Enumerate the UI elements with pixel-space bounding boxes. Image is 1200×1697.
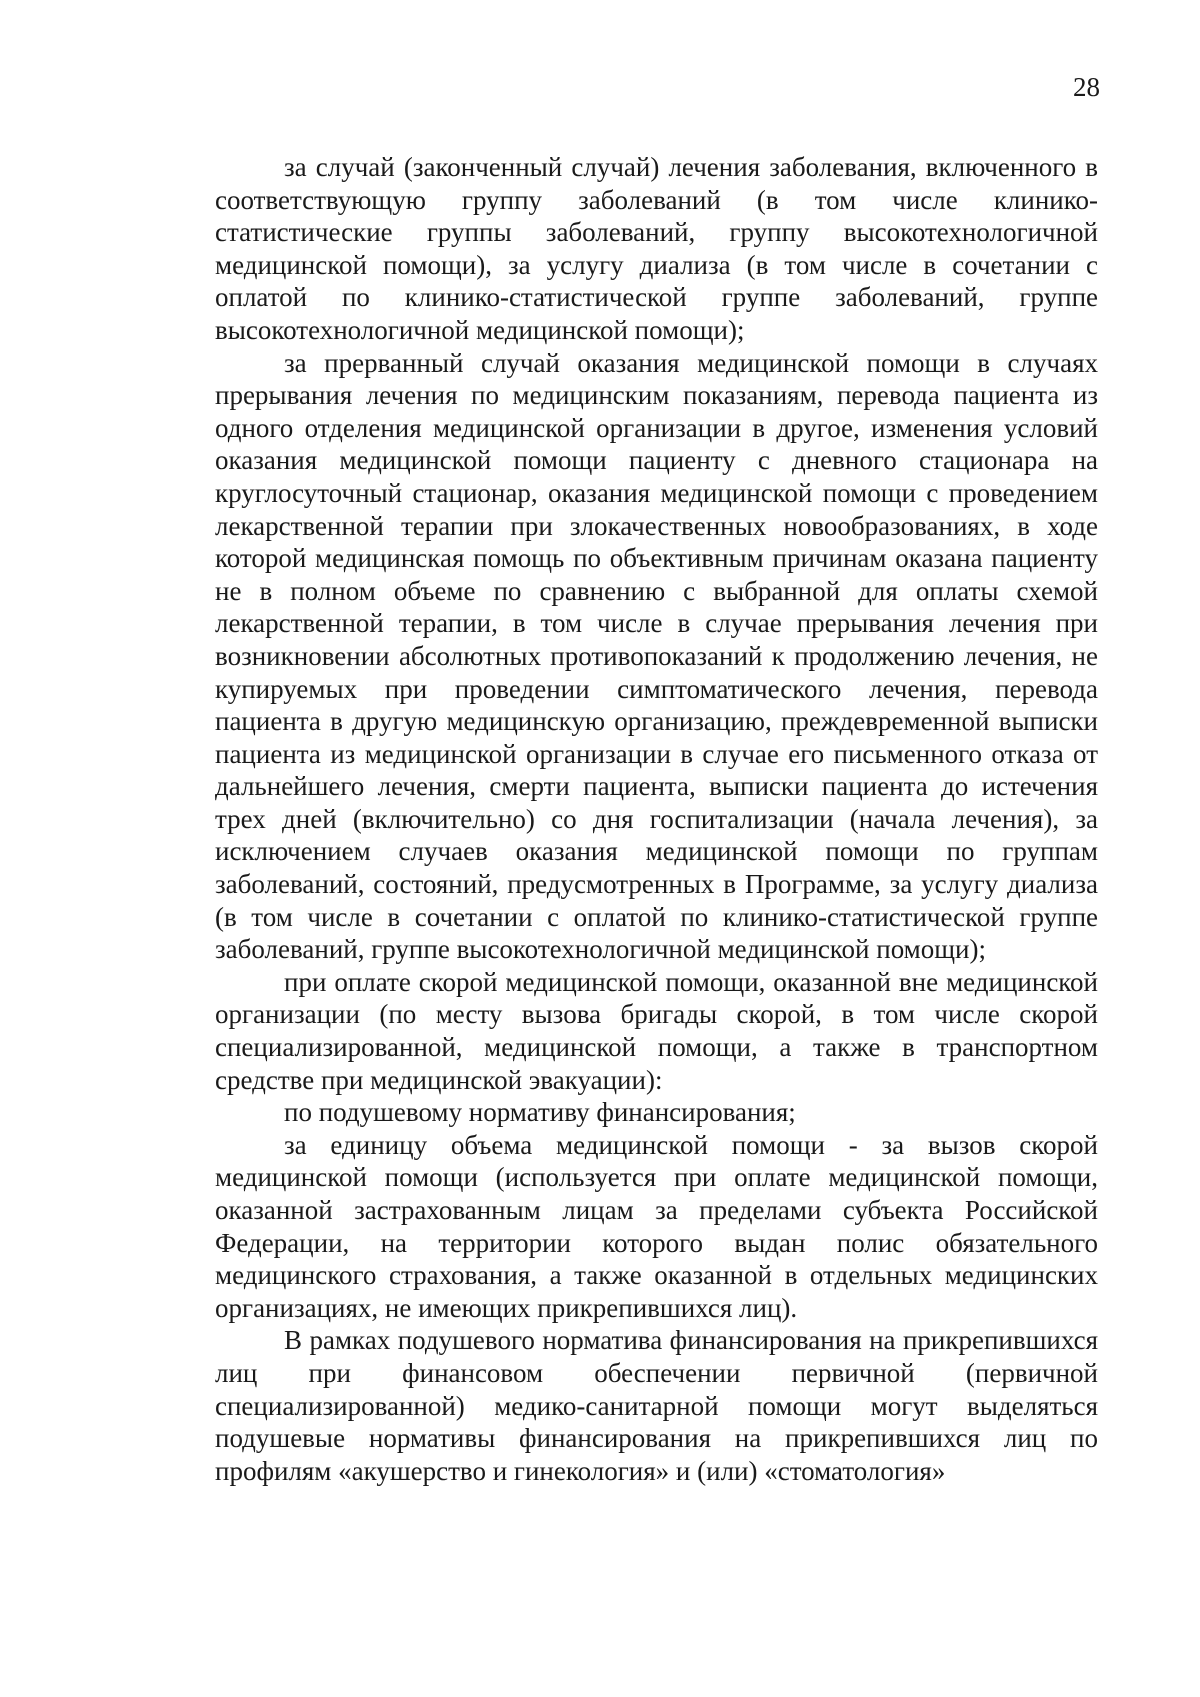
page-number: 28 [1073, 72, 1100, 102]
paragraph-emergency-payment: при оплате скорой медицинской помощи, оказанной вне медицинской организации (по месту вызова бригады скорой, в том числе скорой специализированной, медицинской помощи, а также в транспортном средстве при медицинской эвакуации): [215, 966, 1098, 1095]
document-body [215, 151, 1098, 1487]
paragraph-per-capita-norm: по подушевому нормативу финансирования; [284, 1097, 796, 1128]
paragraph-interrupted-case: за прерванный случай оказания медицинской помощи в случаях прерывания лечения по медицинским показаниям, перевода пациента из одного отделения медицинской организации в другое, изменения условий оказания медицинской помощи пациенту с дневного стационара на круглосуточный стационар, оказания медицинской помощи с проведением лекарственной терапии при злокачественных новообразованиях, в ходе которой медицинская помощь по объективным причинам оказана пациенту не в полном объеме по сравнению с выбранной для оплаты схемой лекарственной терапии, в том числе в случае прерывания лечения при возникновении абсолютных противопоказаний к продолжению лечения, не купируемых при проведении симптоматического лечения, перевода пациента в другую медицинскую организацию, преждевременной выписки пациента из медицинской организации в случае его письменного отказа от дальнейшего лечения, смерти пациента, выписки пациента до истечения трех дней (включительно) со дня госпитализации (начала лечения), за исключением случаев оказания медицинской помощи по группам заболеваний, состояний, предусмотренных в Программе, за услугу диализа (в том числе в сочетании с оплатой по клинико-статистической группе заболеваний, группе высокотехнологичной медицинской помощи); [215, 347, 1098, 965]
paragraph-unit-of-volume: за единицу объема медицинской помощи - за вызов скорой медицинской помощи (используется при оплате медицинской помощи, оказанной застрахованным лицам за пределами субъекта Российской Федерации, на территории которого выдан полис обязательного медицинского страхования, а также оказанной в отдельных медицинских организациях, не имеющих прикрепившихся лиц). [215, 1129, 1098, 1323]
paragraph-per-capita-framework: В рамках подушевого норматива финансирования на прикрепившихся лиц при финансовом обеспечении первичной (первичной специализированной) медико-санитарной помощи могут выделяться подушевые нормативы финансирования на прикрепившихся лиц по профилям «акушерство и гинекология» и (или) «стоматология» [215, 1325, 1098, 1486]
paragraph-treatment-case: за случай (законченный случай) лечения заболевания, включенного в соответствующую группу заболеваний (в том числе клинико-статистические группы заболеваний, группу высокотехнологичной медицинской помощи), за услугу диализа (в том числе в сочетании с оплатой по клинико-статистической группе заболеваний, группе высокотехнологичной медицинской помощи); [215, 152, 1098, 345]
